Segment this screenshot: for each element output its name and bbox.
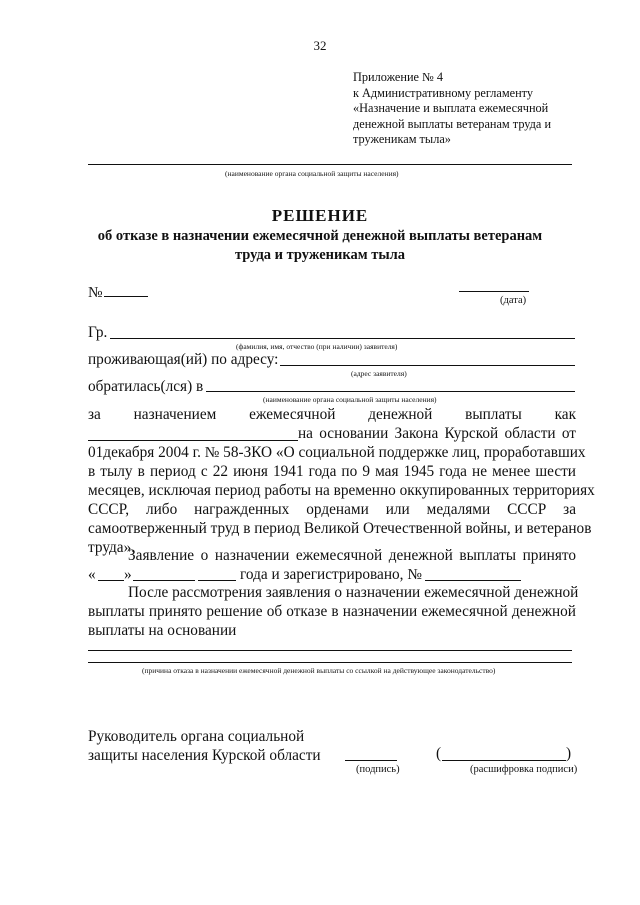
decision-line-justified: выплаты принято решение об отказе в назначении ежемесячной денежной — [88, 603, 576, 620]
decipher-paren-open: ( — [436, 745, 442, 762]
applied-organ-line — [206, 391, 575, 392]
decision-line: выплаты на основании — [88, 622, 237, 639]
month-field-line — [133, 580, 195, 581]
address-caption: (адрес заявителя) — [351, 369, 407, 378]
signature-caption: (подпись) — [356, 764, 400, 775]
appendix-line: труженикам тыла» — [353, 132, 451, 146]
body-line: на основании Закона Курской области от — [298, 425, 576, 442]
decipher-caption: (расшифровка подписи) — [470, 764, 578, 775]
address-line — [280, 365, 575, 366]
year-field-line — [198, 580, 236, 581]
decipher-paren-close: ) — [566, 745, 572, 762]
appendix-line: Приложение № 4 — [353, 70, 444, 84]
document-title: РЕШЕНИЕ — [271, 206, 369, 225]
reason-line-1 — [88, 650, 572, 651]
decision-line: После рассмотрения заявления о назначении ежемесячной денежной — [128, 584, 579, 601]
appendix-block — [353, 70, 551, 148]
address-label: проживающая(ий) по адресу: — [88, 351, 279, 368]
body-line: труда». — [88, 539, 136, 556]
citizen-label: Гр. — [88, 324, 108, 341]
head-title-line: Руководитель органа социальной — [88, 728, 305, 745]
number-field-line — [104, 296, 148, 297]
statement-line: Заявление о назначении ежемесячной денежной выплаты принято — [128, 547, 576, 564]
head-title-line: защиты населения Курской области — [88, 747, 321, 764]
body-line-justified: 01декабря 2004 г. № 58-ЗКО «О социальной поддержке лиц, проработавших — [88, 444, 586, 461]
body-line-justified: самоотверженный труд в период Великой Отечественной войны, и ветеранов — [88, 520, 592, 537]
appendix-line: к Административному регламенту — [353, 85, 534, 100]
body-line-justified: СССР, либо награжденных орденами или медалями СССР за — [88, 501, 576, 518]
date-caption: (дата) — [500, 295, 527, 306]
day-field-line — [98, 580, 124, 581]
payment-type-line — [88, 440, 298, 441]
date-field-line — [459, 291, 529, 292]
registration-number-line — [425, 580, 521, 581]
body-line-justified: месяцев, исключая период работы на временно оккупированных территориях — [88, 482, 595, 499]
applied-label: обратилась(лся) в — [88, 378, 204, 395]
number-label: № — [88, 284, 103, 301]
document-subtitle: об отказе в назначении ежемесячной денежной выплаты ветеранам — [97, 228, 543, 244]
quote-open: « — [88, 566, 96, 583]
body-line-justified: за назначением ежемесячной денежной выплаты как — [88, 406, 576, 423]
document-subtitle: труда и труженикам тыла — [234, 247, 406, 263]
signature-line — [345, 760, 397, 761]
organ-name-line — [88, 164, 572, 165]
citizen-caption: (фамилия, имя, отчество (при наличии) заявителя) — [236, 342, 398, 351]
year-registered-text: года и зарегистрировано, № — [240, 566, 422, 583]
appendix-line: денежной выплаты ветеранам труда и — [353, 116, 552, 131]
quote-close: » — [124, 566, 132, 583]
citizen-name-line — [110, 338, 575, 339]
applied-caption: (наименование органа социальной защиты населения) — [263, 395, 437, 404]
page-number: 32 — [313, 38, 327, 53]
appendix-line: «Назначение и выплата ежемесячной — [353, 101, 549, 115]
reason-caption: (причина отказа в назначении ежемесячной денежной выплаты со ссылкой на действующее законодательство) — [142, 666, 496, 675]
organ-name-caption: (наименование органа социальной защиты населения) — [225, 169, 399, 178]
decipher-line — [442, 760, 566, 761]
body-line-justified: в тылу в период с 22 июня 1941 года по 9 мая 1945 года не менее шести — [88, 463, 576, 480]
reason-line-2 — [88, 662, 572, 663]
